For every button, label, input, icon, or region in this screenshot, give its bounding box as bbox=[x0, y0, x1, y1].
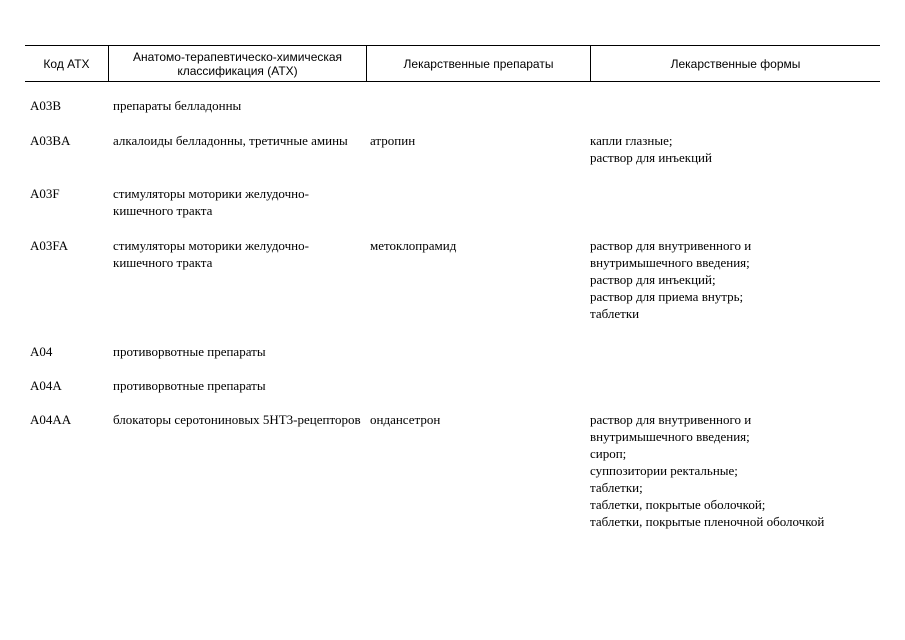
drug-classification-table bbox=[25, 45, 880, 529]
row-classification: противорвотные препараты bbox=[113, 378, 266, 393]
header-code: Код АТХ bbox=[43, 56, 90, 71]
row-forms: раствор для внутривенного и внутримышечного введения; сироп; суппозитории ректальные; таблетки; таблетки, покрытые оболочкой; таблетки, покрытые пленочной оболочкой bbox=[590, 412, 825, 529]
row-classification: алкалоиды белладонны, третичные амины bbox=[113, 133, 348, 148]
header-drugs: Лекарственные препараты bbox=[366, 46, 590, 81]
row-classification: стимуляторы моторики желудочно-кишечного тракта bbox=[113, 238, 309, 270]
row-classification: противорвотные препараты bbox=[113, 344, 266, 359]
row-code: A03B bbox=[30, 98, 62, 113]
row-code: A04AA bbox=[30, 412, 72, 427]
row-drug: ондансетрон bbox=[370, 412, 441, 427]
row-code: A04A bbox=[30, 378, 62, 393]
row-code: A03FA bbox=[30, 238, 69, 253]
row-drug: атропин bbox=[370, 133, 416, 148]
row-code: A03F bbox=[30, 186, 60, 201]
row-forms: капли глазные; раствор для инъекций bbox=[590, 133, 712, 165]
header-classification: Анатомо-терапевтическо-химическая классификация (АТХ) bbox=[108, 46, 366, 81]
row-drug: метоклопрамид bbox=[370, 238, 457, 253]
row-classification: блокаторы серотониновых 5HT3-рецепторов bbox=[113, 412, 361, 427]
row-code: A03BA bbox=[30, 133, 71, 148]
row-classification: стимуляторы моторики желудочно-кишечного тракта bbox=[113, 186, 309, 218]
header-forms: Лекарственные формы bbox=[590, 46, 880, 81]
row-forms: раствор для внутривенного и внутримышечного введения; раствор для инъекций; раствор для приема внутрь; таблетки bbox=[590, 238, 752, 321]
table-header-row bbox=[25, 45, 880, 82]
row-code: A04 bbox=[30, 344, 53, 359]
row-classification: препараты белладонны bbox=[113, 98, 242, 113]
